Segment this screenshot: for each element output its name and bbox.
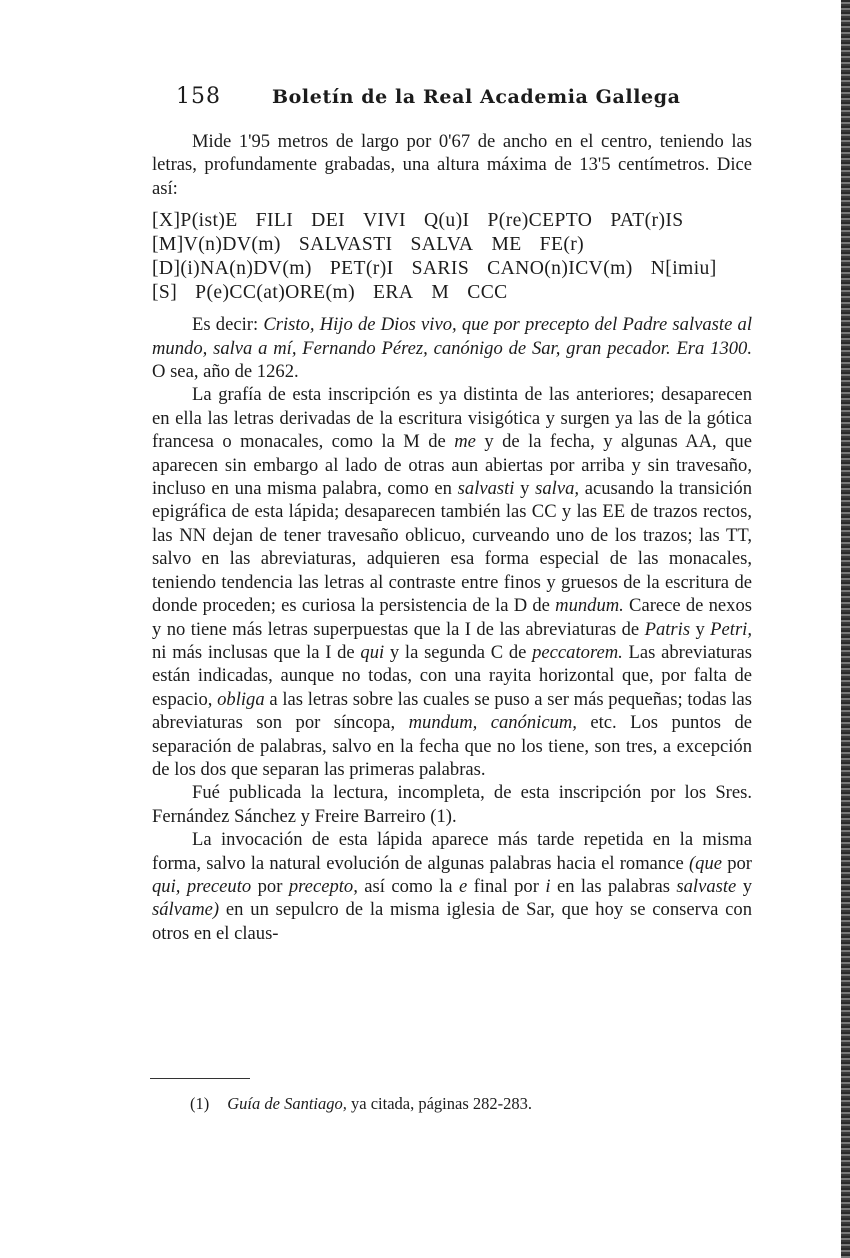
- inscription-word: [S]: [152, 282, 178, 304]
- inscription-word: Q(u)I: [423, 210, 470, 232]
- paragraph-text: así como la: [357, 875, 459, 897]
- paragraph-text: a las letras sobre las cuales se puso a ser más pequeñas; todas las abreviaturas son por síncopa,: [152, 688, 752, 734]
- intro-paragraph: [152, 130, 752, 200]
- inscription-word: M: [431, 282, 450, 304]
- italic-text: Patris: [644, 618, 691, 640]
- paragraph-text: Fué publicada la lectura, incompleta, de esta inscripción por los Sres. Fernández Sánchez y Freire Barreiro (1).: [152, 782, 752, 827]
- paragraph-text: y: [690, 618, 711, 640]
- paragraph-text: y: [736, 875, 753, 897]
- paragraph-text: en las palabras: [550, 875, 677, 897]
- inscription-word: FE(r): [539, 234, 585, 256]
- body-paragraph: [152, 313, 752, 383]
- italic-text: obliga: [217, 688, 265, 710]
- inscription-word: SALVA: [410, 234, 474, 256]
- page-header: [176, 84, 681, 114]
- body-paragraph: [152, 383, 752, 781]
- paragraph-text: Las abreviaturas están indicadas, aunque no todas, con una rayita horizontal que, por falta de espacio,: [152, 641, 752, 710]
- intro-text: Mide 1'95 metros de largo por 0'67 de ancho en el centro, teniendo las letras, profundamente grabadas, una altura máxima de 13'5 centímetros. Dice así:: [152, 131, 752, 199]
- inscription-word: PET(r)I: [329, 258, 394, 280]
- italic-text: sálvame): [152, 899, 220, 921]
- inscription-word: [M]V(n)DV(m): [152, 234, 281, 256]
- paragraph-text: acusando la transición epigráfica de esta lápida; desaparecen también las CC y las EE de trazos rectos, las NN dejan de tener travesaño oblicuo, curveando uno de los trazos; las TT, salvo en las abreviaturas, adquieren esa forma especial de las monacales, teniendo tendencia las letras al contraste entre finos y gruesos de la escritura de donde proceden; es curiosa la persistencia de la D de: [152, 478, 753, 617]
- inscription-word: N[imiu]: [650, 258, 717, 280]
- inscription-line: [152, 209, 752, 233]
- paragraph-text: La invocación de esta lápida aparece más tarde repetida en la misma forma, salvo la natural evolución de algunas palabras hacia el romance: [152, 829, 752, 874]
- paragraph-text: etc. Los puntos de separación de palabras, salvo en la fecha que no los tiene, son tres, a excepción de los dos que separan las primeras palabras.: [152, 712, 753, 780]
- italic-text: me: [454, 431, 476, 453]
- paragraph-text: O sea, año de 1262.: [152, 361, 299, 383]
- body-paragraphs: [152, 313, 752, 945]
- footnote-marker: (1): [190, 1094, 210, 1113]
- inscription-word: ERA: [373, 282, 414, 304]
- running-title: Boletín de la Real Academia Gallega: [272, 86, 681, 108]
- italic-text: peccatorem.: [532, 641, 623, 663]
- footnote-text: ya citada, páginas 282-283.: [346, 1094, 532, 1113]
- inscription-line: [152, 257, 752, 281]
- body-paragraph: [152, 828, 752, 945]
- paragraph-text: Es decir:: [192, 314, 264, 336]
- inscription-word: P(e)CC(at)ORE(m): [195, 282, 356, 304]
- italic-text: precepto,: [288, 875, 358, 897]
- paragraph-text: ni más inclusas que la I de: [152, 641, 361, 663]
- italic-text: qui: [360, 641, 385, 663]
- italic-text: salvaste: [676, 875, 737, 897]
- inscription-word: CANO(n)ICV(m): [487, 258, 633, 280]
- inscription-word: P(re)CEPTO: [487, 210, 593, 232]
- inscription-word: SALVASTI: [298, 234, 393, 256]
- page-number: 158: [176, 84, 221, 109]
- body-paragraph: [152, 781, 752, 828]
- footnote: [190, 1094, 710, 1114]
- paragraph-text: por: [251, 875, 289, 897]
- paragraph-text: y de la fecha, y algunas AA, que aparecen sin embargo al lado de otras aun abiertas por arriba y sin travesaño, incluso en una misma palabra, como en: [152, 431, 752, 500]
- paragraph-text: La grafía de esta inscripción es ya distinta de las anteriores; desaparecen en ella las letras derivadas de la escritura visigótica y surgen ya las de la gótica francesa o monacales, como la M de: [152, 384, 752, 453]
- paragraph-text: en un sepulcro de la misma iglesia de Sar, que hoy se conserva con otros en el claus-: [152, 899, 752, 944]
- italic-text: i: [545, 875, 551, 897]
- italic-text: salva,: [535, 478, 580, 500]
- footnote-rule: [150, 1078, 250, 1079]
- paragraph-text: y: [514, 478, 536, 500]
- italic-text: mundum.: [555, 595, 624, 617]
- inscription-word: [D](i)NA(n)DV(m): [152, 258, 312, 280]
- inscription-word: ME: [491, 234, 522, 256]
- italic-text: Petri,: [710, 618, 752, 640]
- inscription-word: CCC: [467, 282, 508, 304]
- inscription-word: DEI: [311, 210, 345, 232]
- inscription-word: [X]P(ist)E: [152, 210, 238, 232]
- inscription-line: [152, 281, 752, 305]
- italic-text: mundum, canónicum,: [408, 712, 577, 734]
- paragraph-text: Carece de nexos y no tiene más letras superpuestas que la I de las abreviaturas de: [152, 595, 752, 640]
- inscription-word: FILI: [255, 210, 294, 232]
- footnote-title: Guía de Santiago,: [227, 1094, 347, 1113]
- paragraph-text: y la segunda C de: [384, 641, 533, 663]
- inscription-block: [152, 209, 752, 305]
- inscription-line: [152, 233, 752, 257]
- italic-text: qui, preceuto: [152, 875, 252, 897]
- italic-text: Cristo, Hijo de Dios vivo, que por precepto del Padre salvaste al mundo, salva a mí, Fernando Pérez, canónigo de Sar, gran pecador. Era 1300.: [152, 314, 752, 359]
- italic-text: (que: [688, 852, 722, 874]
- scanned-page-edge: [841, 0, 850, 1258]
- inscription-word: SARIS: [411, 258, 470, 280]
- italic-text: e: [458, 875, 468, 897]
- paragraph-text: final por: [467, 875, 546, 897]
- page-body: [152, 130, 752, 945]
- inscription-word: PAT(r)IS: [610, 210, 684, 232]
- italic-text: salvasti: [457, 478, 515, 500]
- inscription-word: VIVI: [363, 210, 406, 232]
- paragraph-text: por: [722, 852, 752, 874]
